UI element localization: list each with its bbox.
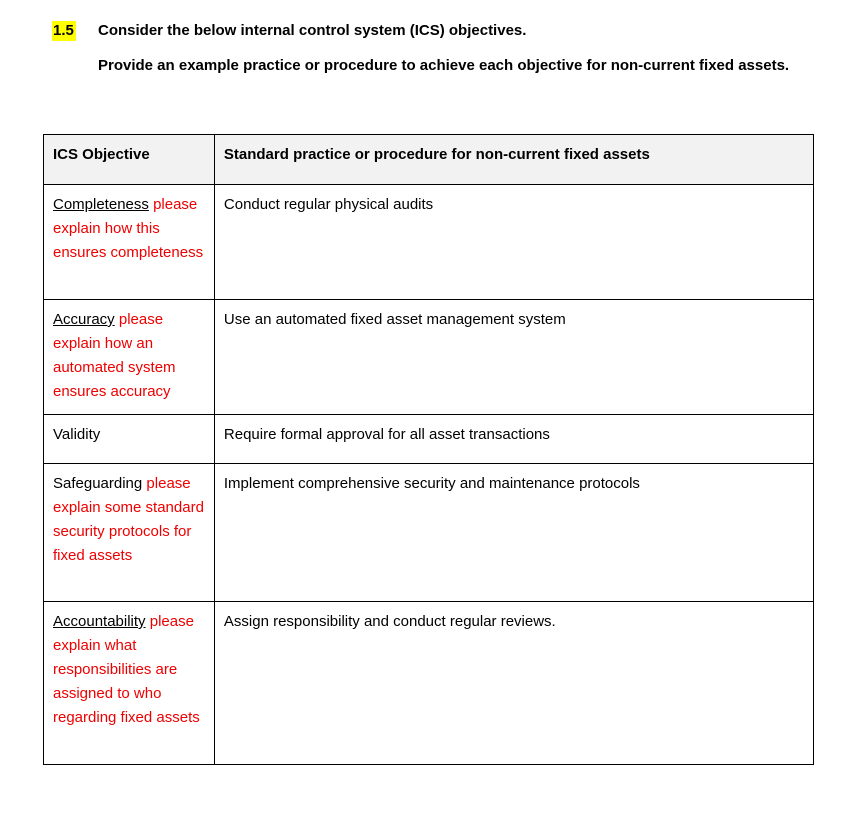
table-row — [44, 464, 814, 602]
practice-cell: Implement comprehensive security and maintenance protocols — [214, 464, 813, 602]
practice-cell: Require formal approval for all asset transactions — [214, 415, 813, 464]
table-row — [44, 415, 814, 464]
question-text — [98, 21, 798, 77]
objective-cell — [44, 464, 215, 602]
objective-name: Completeness — [53, 196, 149, 213]
table-row — [44, 300, 814, 415]
practice-cell: Assign responsibility and conduct regular reviews. — [214, 602, 813, 765]
question-instruction: Consider the below internal control system (ICS) objectives. — [98, 22, 527, 39]
question-number: 1.5 — [53, 22, 74, 39]
objective-cell — [44, 602, 215, 765]
table-row — [44, 602, 814, 765]
objective-cell — [44, 300, 215, 415]
reviewer-comment: please explain how an automated system ensures accuracy — [53, 311, 176, 400]
reviewer-comment: please explain how this ensures completeness — [53, 196, 204, 261]
objective-name: Safeguarding — [53, 475, 143, 492]
practice-cell: Conduct regular physical audits — [214, 185, 813, 300]
objective-name: Validity — [53, 426, 101, 443]
table-header-row — [44, 135, 814, 185]
reviewer-comment: please explain some standard security protocols for fixed assets — [53, 475, 204, 564]
practice-cell: Use an automated fixed asset management system — [214, 300, 813, 415]
table-row — [44, 185, 814, 300]
reviewer-comment: please explain what responsibilities are assigned to who regarding fixed assets — [53, 613, 200, 726]
objective-name: Accuracy — [53, 311, 115, 328]
header-ics-objective: ICS Objective — [44, 135, 215, 185]
header-standard-practice: Standard practice or procedure for non-current fixed assets — [214, 135, 813, 185]
question-prompt: Provide an example practice or procedure to achieve each objective for non-current fixed assets. — [98, 57, 790, 74]
objective-cell — [44, 415, 215, 464]
objective-name: Accountability — [53, 613, 146, 630]
objective-cell — [44, 185, 215, 300]
ics-objectives-table — [43, 134, 814, 765]
